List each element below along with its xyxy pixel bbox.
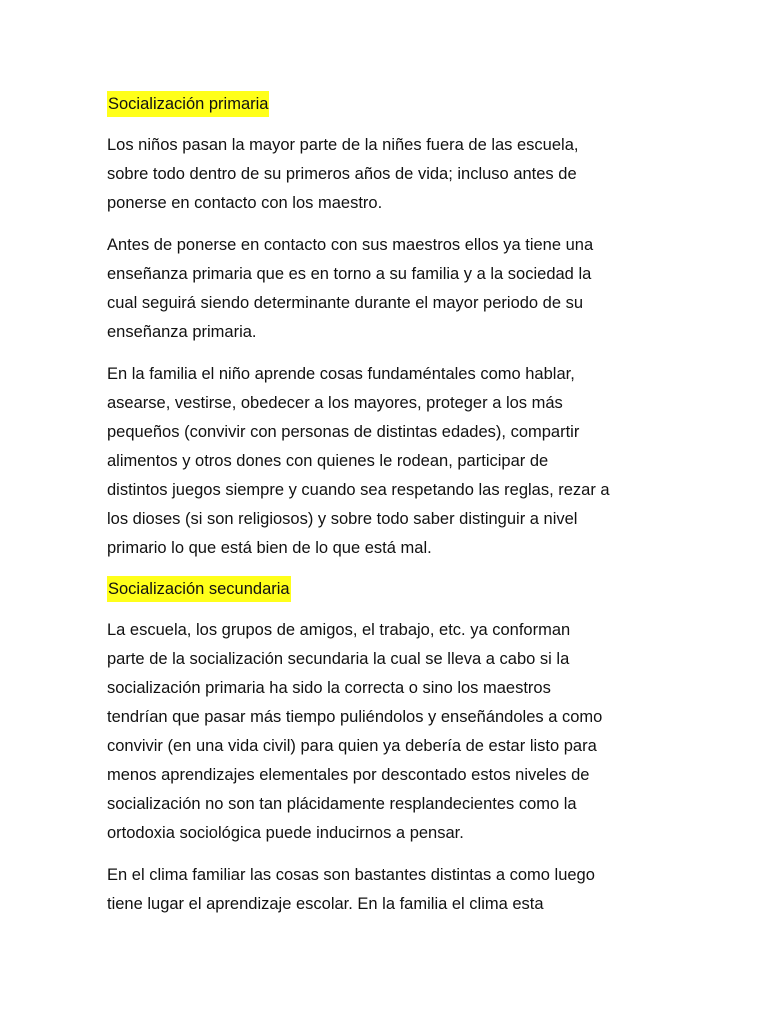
text-line: tendrían que pasar más tiempo puliéndolos y enseñándoles a como: [107, 708, 603, 726]
text-line: socialización no son tan plácidamente resplandecientes como la: [107, 795, 577, 813]
text-line: Antes de ponerse en contacto con sus maestros ellos ya tiene una: [107, 236, 594, 254]
text-line: tiene lugar el aprendizaje escolar. En la familia el clima esta: [107, 895, 544, 913]
section-heading: Socialización secundaria: [107, 576, 291, 602]
text-line: enseñanza primaria.: [107, 323, 257, 341]
text-line: los dioses (si son religiosos) y sobre todo saber distinguir a nivel: [107, 510, 578, 528]
text-line: convivir (en una vida civil) para quien ya debería de estar listo para: [107, 737, 597, 755]
text-line: ortodoxia sociológica puede inducirnos a pensar.: [107, 824, 464, 842]
text-line: menos aprendizajes elementales por descontado estos niveles de: [107, 766, 590, 784]
document-page: [107, 91, 707, 932]
paragraph: [107, 131, 707, 218]
text-line: cual seguirá siendo determinante durante el mayor periodo de su: [107, 294, 584, 312]
text-line: distintos juegos siempre y cuando sea respetando las reglas, rezar a: [107, 481, 610, 499]
paragraph: [107, 231, 707, 347]
section-heading: Socialización primaria: [107, 91, 269, 117]
paragraph: [107, 861, 707, 919]
text-line: La escuela, los grupos de amigos, el trabajo, etc. ya conforman: [107, 621, 571, 639]
text-line: primario lo que está bien de lo que está mal.: [107, 539, 432, 557]
text-line: alimentos y otros dones con quienes le rodean, participar de: [107, 452, 549, 470]
text-line: En el clima familiar las cosas son bastantes distintas a como luego: [107, 866, 595, 884]
text-line: asearse, vestirse, obedecer a los mayores, proteger a los más: [107, 394, 563, 412]
paragraph: [107, 360, 707, 563]
text-line: ponerse en contacto con los maestro.: [107, 194, 383, 212]
text-line: enseñanza primaria que es en torno a su familia y a la sociedad la: [107, 265, 592, 283]
text-line: sobre todo dentro de su primeros años de vida; incluso antes de: [107, 165, 577, 183]
text-line: Los niños pasan la mayor parte de la niñes fuera de las escuela,: [107, 136, 579, 154]
text-line: socialización primaria ha sido la correcta o sino los maestros: [107, 679, 551, 697]
paragraph: [107, 616, 707, 848]
text-line: En la familia el niño aprende cosas fundaméntales como hablar,: [107, 365, 575, 383]
text-line: parte de la socialización secundaria la cual se lleva a cabo si la: [107, 650, 570, 668]
text-line: pequeños (convivir con personas de distintas edades), compartir: [107, 423, 580, 441]
